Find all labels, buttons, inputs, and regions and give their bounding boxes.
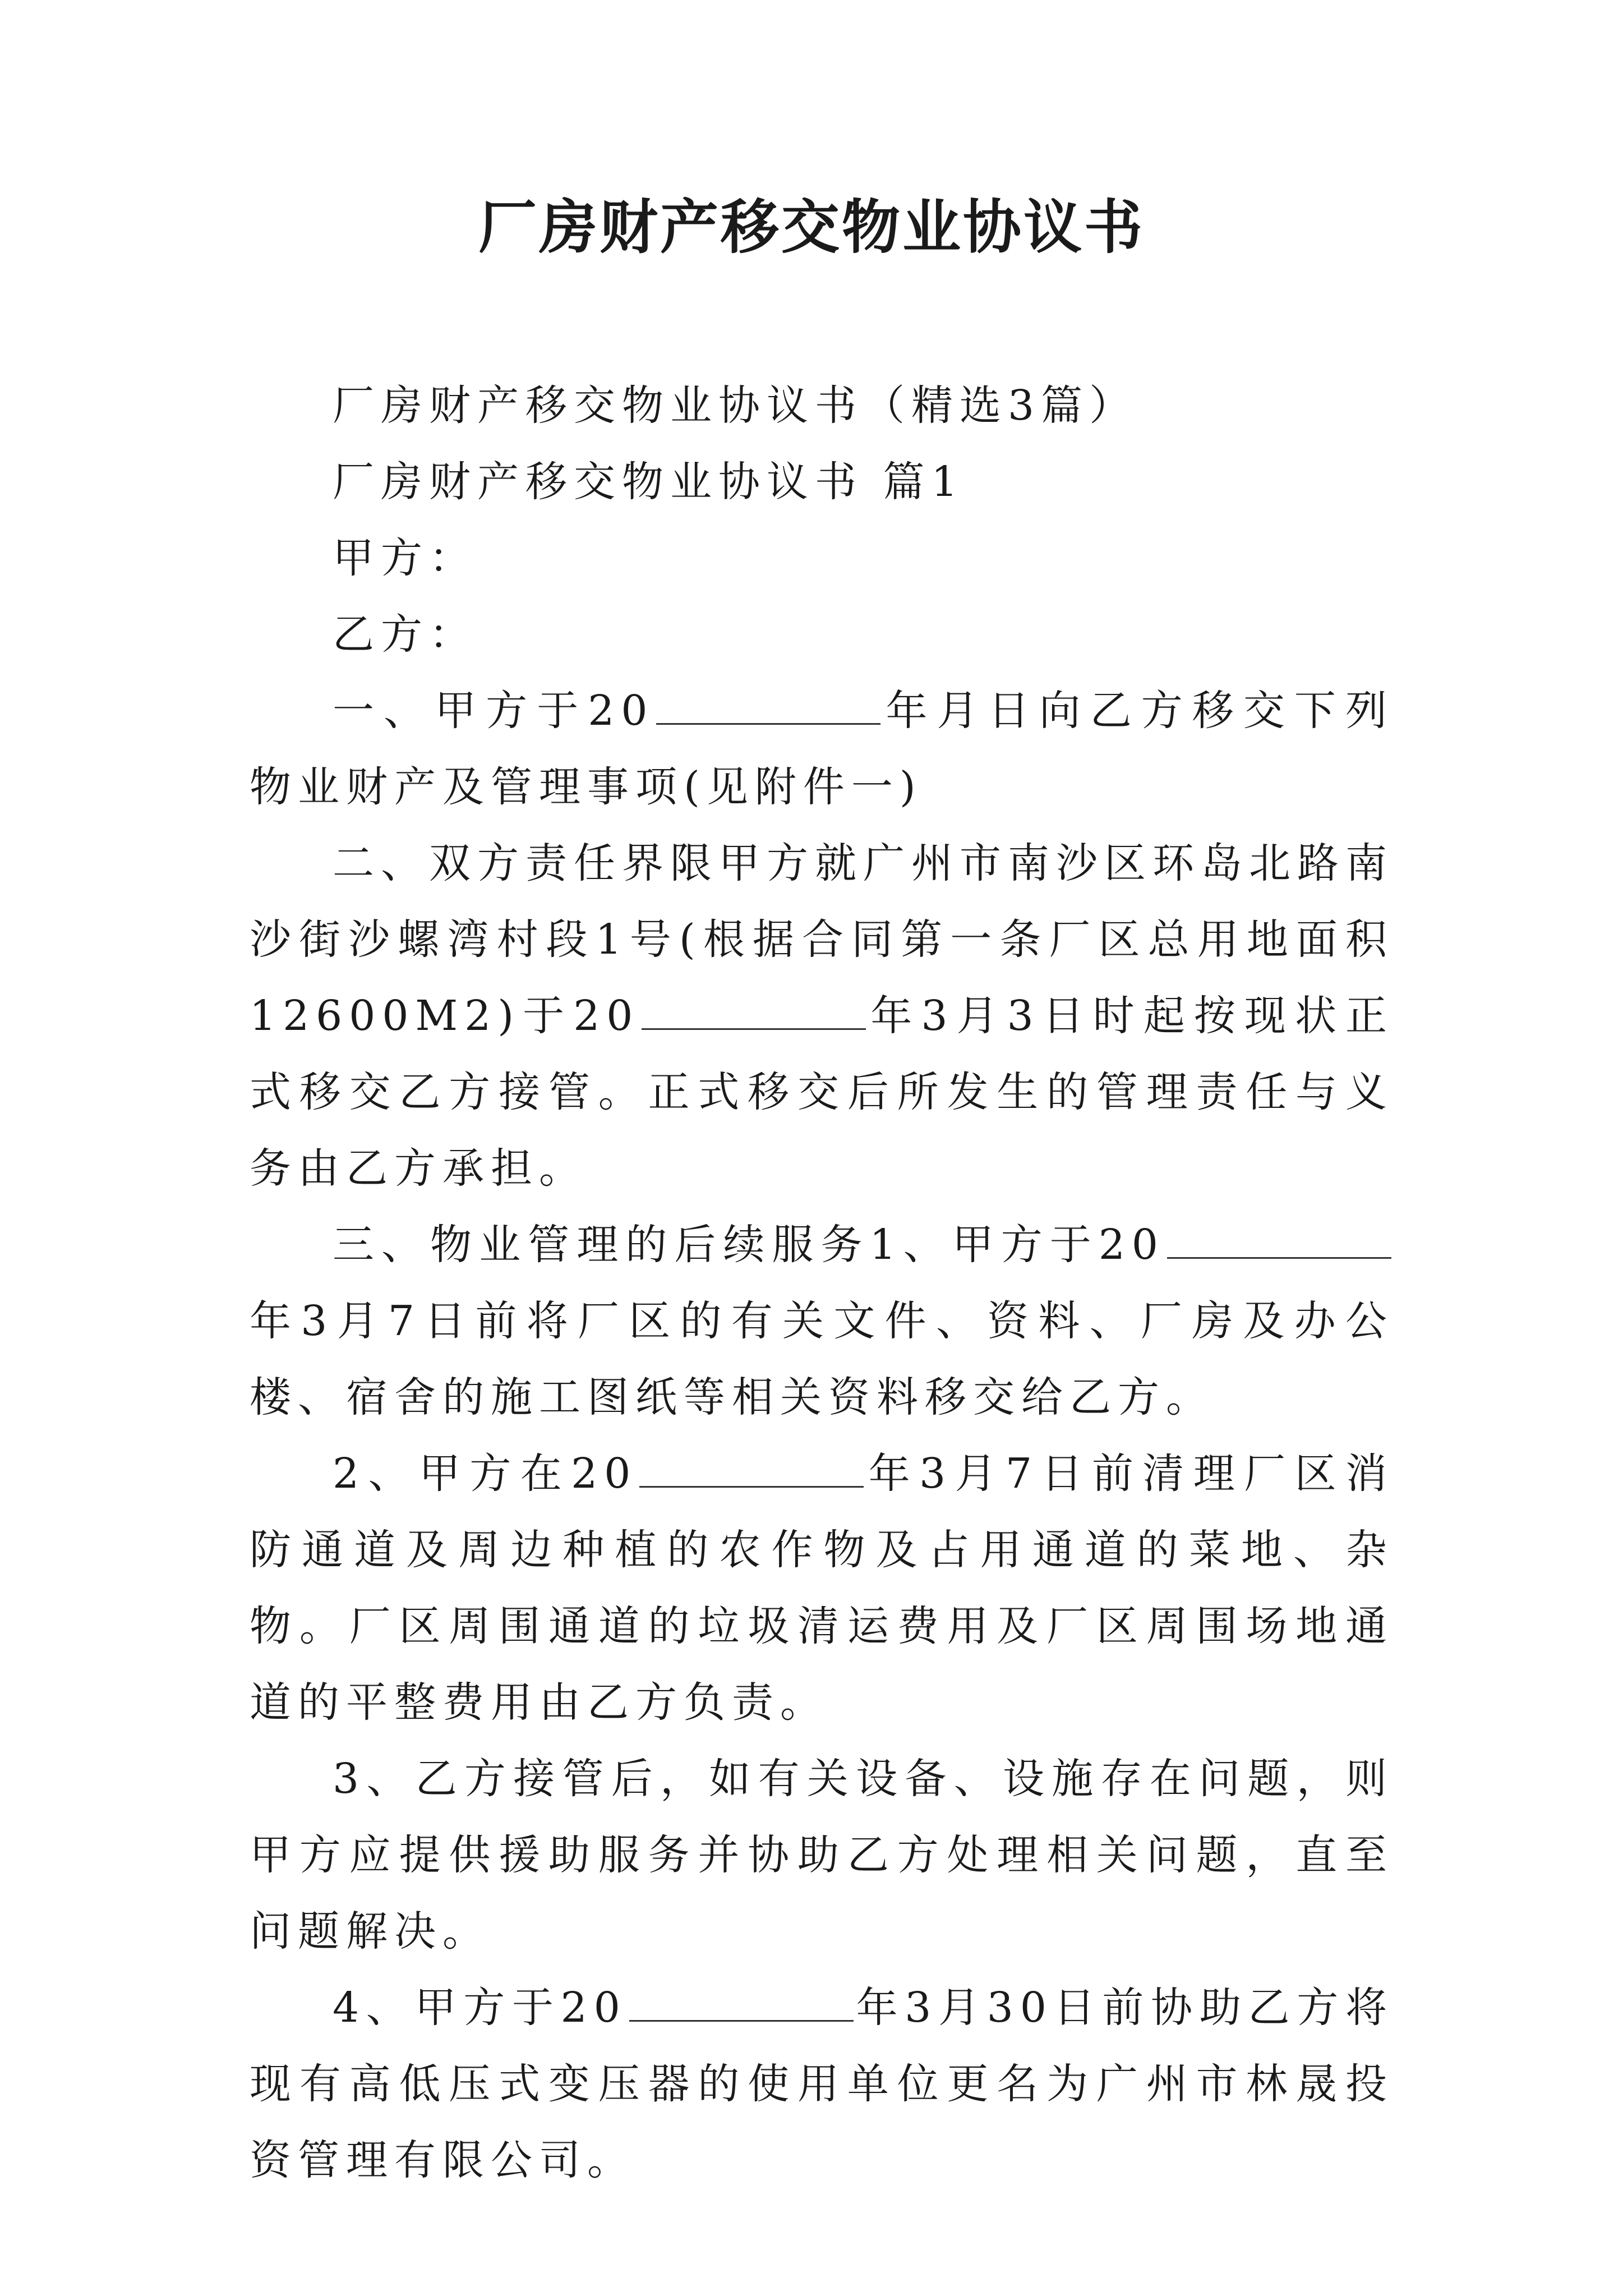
subtitle: 厂房财产移交物业协议书（精选3篇）	[333, 381, 1138, 430]
item-2-text-after: 年3月7日前清理厂区消防通道及周边种植的农作物及占用通道的菜地、杂物。厂区周围通道的垃圾清运费用及厂区周围场地通道的平整费用由乙方负责。	[250, 1450, 1394, 1727]
date-blank	[1167, 1257, 1391, 1259]
clause-2-text-after: 年3月3日时起按现状正式移交乙方接管。正式移交后所发生的管理责任与义务由乙方承担。	[250, 992, 1394, 1193]
date-blank	[639, 1485, 864, 1488]
clause-1-text-after: 年月日向乙方移交下列物业财产及管理事项(见附件一)	[250, 687, 1394, 811]
clause-3-text-before: 三、物业管理的后续服务1、甲方于20	[333, 1221, 1165, 1269]
party-b-line: 乙方：	[333, 610, 477, 659]
date-blank	[642, 1028, 866, 1030]
clause-3-text-after: 年3月7日前将厂区的有关文件、资料、厂房及办公楼、宿舍的施工图纸等相关资料移交给乙方。	[250, 1297, 1394, 1421]
item-2-text-before: 2、甲方在20	[333, 1450, 638, 1498]
date-blank	[629, 2019, 854, 2022]
party-a-line: 甲方：	[333, 534, 477, 582]
clause-3	[250, 1207, 1394, 1435]
clause-2-text-before: 二、双方责任界限甲方就广州市南沙区环岛北路南沙街沙螺湾村段1号(根据合同第一条厂区总用地面积12600M2)于20	[250, 839, 1394, 1040]
clause-1	[250, 673, 1394, 825]
clause-2	[250, 825, 1394, 1207]
item-4	[250, 1970, 1394, 2198]
document-title: 厂房财产移交物业协议书	[478, 192, 1145, 261]
item-3: 3、乙方接管后，如有关设备、设施存在问题，则甲方应提供援助服务并协助乙方处理相关问题，直至问题解决。	[250, 1755, 1394, 1955]
item-4-text-before: 4、甲方于20	[333, 1984, 627, 2032]
item-2	[250, 1435, 1394, 1741]
item-4-text-after: 年3月30日前协助乙方将现有高低压式变压器的使用单位更名为广州市林晟投资管理有限公司。	[250, 1984, 1394, 2184]
section-heading: 厂房财产移交物业协议书 篇1	[333, 458, 965, 506]
date-blank	[656, 723, 880, 725]
clause-1-text-before: 一、甲方于20	[333, 687, 654, 735]
document-body	[250, 367, 1394, 2198]
